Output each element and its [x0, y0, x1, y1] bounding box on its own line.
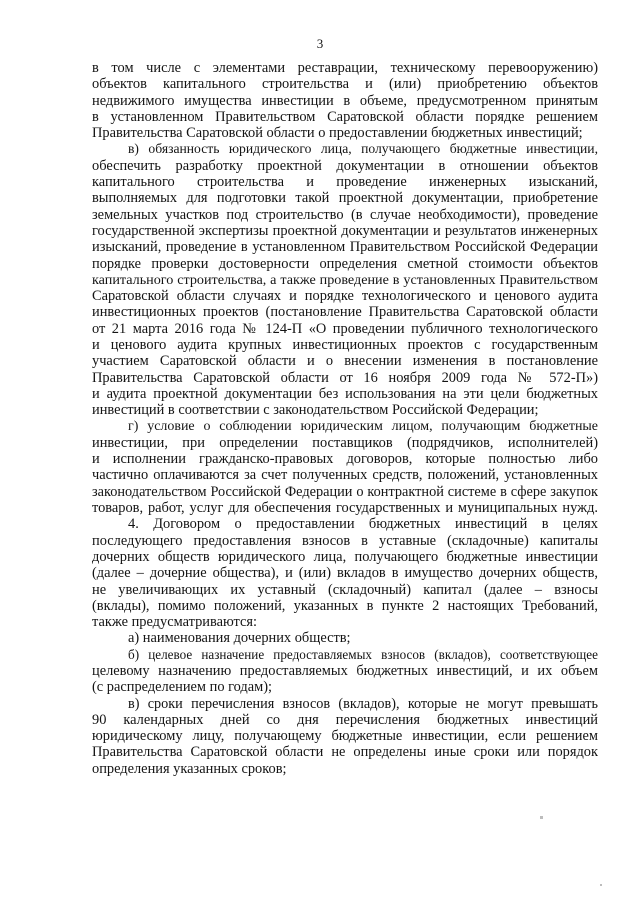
text-line: дочерних обществ юридического лица, получающего бюджетные инвестиции [92, 548, 598, 565]
text-line: (далее – дочерние общества), и (или) вкладов в имущество дочерних обществ, [92, 565, 598, 582]
text-line: инвестиции, при определении поставщиков (подрядчиков, исполнителей) [92, 434, 598, 451]
document-body [92, 60, 598, 777]
page-number: 3 [316, 36, 324, 51]
text-line: инвестиционных проектов (постановление Правительства Саратовской области [92, 304, 598, 321]
text-line: Правительства Саратовской области не определены иные сроки или порядок [92, 744, 598, 761]
text-line: частично оплачиваются за счет полученных средств, положений, установленных [92, 467, 598, 484]
text-line: от 21 марта 2016 года № 124-П «О проведении публичного технологического [92, 320, 598, 337]
text-line: и аудита проектной документации без использования на эти цели бюджетных [92, 385, 598, 402]
text-line: в) сроки перечисления взносов (вкладов), которые не могут превышать [128, 695, 598, 712]
text-line: государственной экспертизы проектной документации и результатов инженерных [92, 222, 598, 239]
text-line: земельных участков под строительство (в случае необходимости), проведение [92, 206, 598, 223]
text-line: изысканий, проведение в установленном Правительством Российской Федерации [92, 239, 598, 256]
text-line: б) целевое назначение предоставляемых взносов (вкладов), соответствующее [128, 646, 598, 662]
text-line: не увеличивающих их уставный (складочный) капитал (далее – взносы [92, 581, 598, 598]
text-line: объектов капитального строительства и (или) приобретению объектов [92, 76, 598, 93]
scan-artifact-mark [600, 884, 602, 886]
text-line: капитального строительства и проведение инженерных изысканий, [92, 174, 598, 191]
text-line: (вклады), помимо положений, указанных в пункте 2 настоящих Требований, [92, 597, 598, 614]
text-line: порядке проверки достоверности определения сметной стоимости объектов [92, 255, 598, 272]
scan-artifact-mark [540, 816, 543, 819]
text-line: Саратовской области случаях и порядке технологического и ценового аудита [92, 288, 598, 305]
text-line: 4. Договором о предоставлении бюджетных инвестиций в целях [128, 516, 598, 533]
text-line: в том числе с элементами реставрации, техническому перевооружению) [92, 60, 598, 76]
text-line: также предусматриваются: [92, 614, 257, 631]
text-line: капитального строительства, а также проведение в установленных Правительством [92, 271, 598, 288]
text-line: инвестиций в соответствии с законодательством Российской Федерации; [92, 402, 539, 419]
text-line: юридическому лицу, получающему бюджетные инвестиции, если решением [92, 728, 598, 745]
text-line: обеспечить разработку проектной документации в отношении объектов [92, 157, 598, 174]
text-line: Правительства Саратовской области о предоставлении бюджетных инвестиций; [92, 125, 583, 142]
text-line: а) наименования дочерних обществ; [128, 630, 351, 647]
text-line: (с распределением по годам); [92, 679, 273, 696]
text-line: выполняемых для подготовки такой проектной документации, приобретение [92, 190, 598, 207]
text-line: в установленном Правительством Саратовской области порядке решением [92, 108, 598, 125]
text-line: определения указанных сроков; [92, 760, 287, 777]
text-line: 90 календарных дней со дня перечисления бюджетных инвестиций [92, 711, 598, 728]
text-line: и исполнении гражданско-правовых договоров, которые полностью либо [92, 451, 598, 468]
text-line: в) обязанность юридического лица, получающего бюджетные инвестиции, [128, 141, 598, 157]
text-line: и ценового аудита крупных инвестиционных проектов с государственным [92, 337, 598, 354]
text-line: недвижимого имущества инвестиции в объеме, предусмотренном принятым [92, 92, 598, 109]
text-line: целевому назначению предоставляемых бюджетных инвестиций, и их объем [92, 662, 598, 679]
text-line: Правительства Саратовской области от 16 ноября 2009 года № 572-П») [92, 369, 598, 386]
text-line: участием Саратовской области и о внесении изменения в постановление [92, 353, 598, 370]
text-line: товаров, работ, услуг для обеспечения государственных и муниципальных нужд. [92, 500, 598, 517]
text-line: последующего предоставления взносов в уставные (складочные) капиталы [92, 532, 598, 549]
text-line: г) условие о соблюдении юридическим лицом, получающим бюджетные [128, 418, 598, 434]
text-line: законодательством Российской Федерации о контрактной системе в сфере закупок [92, 483, 598, 500]
